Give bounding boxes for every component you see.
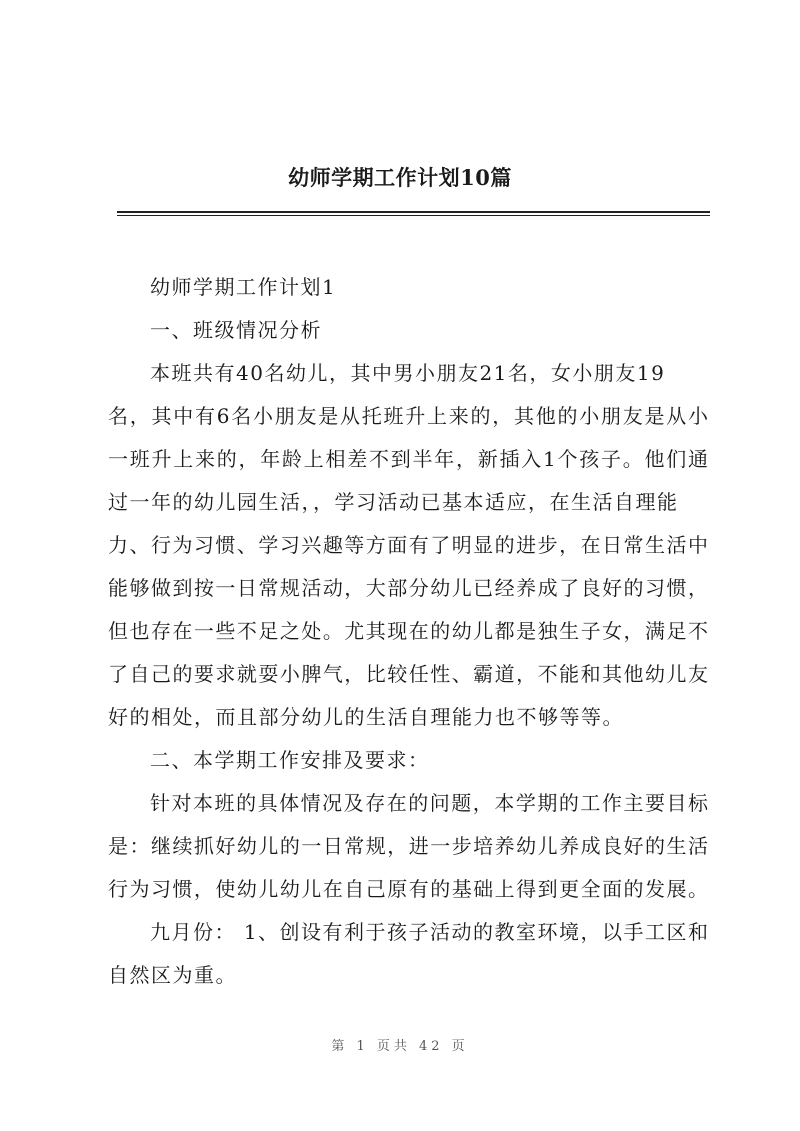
paragraph-line: 行为习惯，使幼儿幼儿在自己原有的基础上得到更全面的发展。 xyxy=(108,877,708,901)
section-heading-plan-1: 幼师学期工作计划1 xyxy=(150,275,337,299)
section-heading-work-arrangement: 二、本学期工作安排及要求： xyxy=(150,748,430,772)
title-divider xyxy=(117,211,710,213)
paragraph-line: 好的相处，而且部分幼儿的生活自理能力也不够等等。 xyxy=(108,705,624,729)
paragraph-line: 本班共有40名幼儿，其中男小朋友21名，女小朋友19 xyxy=(150,361,666,385)
paragraph-line: 能够做到按一日常规活动，大部分幼儿已经养成了良好的习惯， xyxy=(108,576,708,600)
section-heading-class-analysis: 一、班级情况分析 xyxy=(150,318,322,342)
page-footer: 第 1 页共 42 页 xyxy=(331,1039,469,1054)
paragraph-line: 但也存在一些不足之处。尤其现在的幼儿都是独生子女，满足不 xyxy=(108,619,708,643)
paragraph-line: 针对本班的具体情况及存在的问题，本学期的工作主要目标 xyxy=(150,791,708,815)
paragraph-line: 过一年的幼儿园生活，，学习活动已基本适应，在生活自理能 xyxy=(108,490,679,514)
paragraph-line: 力、行为习惯、学习兴趣等方面有了明显的进步，在日常生活中 xyxy=(108,533,708,557)
page-title: 幼师学期工作计划10篇 xyxy=(288,165,512,190)
paragraph-line: 自然区为重。 xyxy=(108,963,237,987)
paragraph-line: 一班升上来的，年龄上相差不到半年，新插入1个孩子。他们通 xyxy=(108,447,708,471)
paragraph-line: 是：继续抓好幼儿的一日常规，进一步培养幼儿养成良好的生活 xyxy=(108,834,708,858)
paragraph-line: 名，其中有6名小朋友是从托班升上来的，其他的小朋友是从小 xyxy=(108,404,708,428)
paragraph-line: 九月份： 1、创设有利于孩子活动的教室环境，以手工区和 xyxy=(150,920,708,944)
paragraph-line: 了自己的要求就耍小脾气，比较任性、霸道，不能和其他幼儿友 xyxy=(108,662,708,686)
